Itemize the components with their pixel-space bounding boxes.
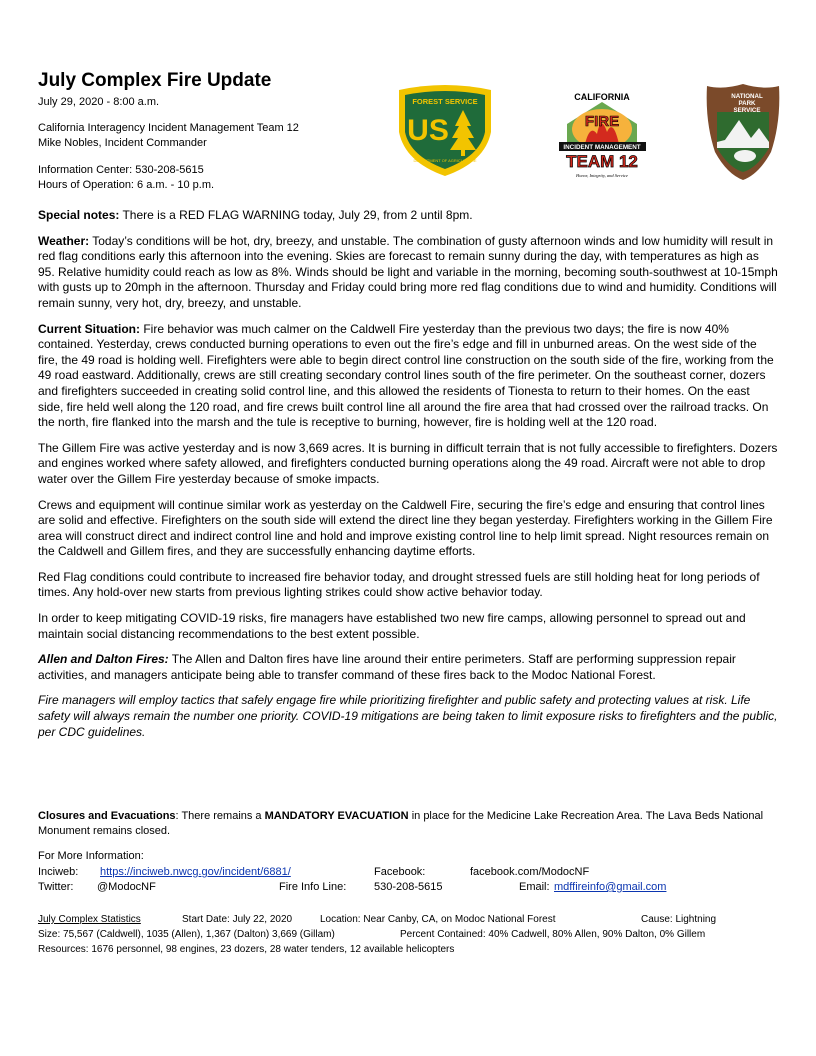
- crews-paragraph: Crews and equipment will continue similar work as yesterday on the Caldwell Fire, securing the fire’s edge and ensuring that control lines are solid and effective. Firefighters on the south side will extend the direct line they began yesterday. Firefighters working in the Gillem Fire area will construct direct and indirect control line and hold and improve existing control line to help limit spread. Night resources remain on the Caldwell and Gillem fires, and they are successfully enhancing daytime efforts.: [38, 497, 773, 559]
- fire-info-line-value: 530-208-5615: [374, 881, 443, 893]
- closures-pre: : There remains a: [175, 810, 265, 822]
- hours-of-operation: Hours of Operation: 6 a.m. - 10 p.m.: [38, 179, 215, 191]
- current-situation-text: Fire behavior was much calmer on the Caldwell Fire yesterday than the previous two days; the fire is now 40% contained. Yesterday, crews conducted burning operations to even out the fire’s edge and fill in unburned areas. On the west side of the fire, the 49 road is holding well. Firefighters were able to begin direct control line construction on the south side of the fire, working from the 49 road eastward. Additionally, crews are still creating secondary control lines south of the fire perimeter. On the southeast corner, dozers and firefighters succeeded in creating solid control line, and this allowed the residents of Tionesta to return to their homes. On the east side, fire held well along the 120 road, and fire crews built control line all around the fire area that had crossed over the railroad tracks. On the north, fire flanked into the marsh and the tule is receptive to burning, however, fire is holding well at the 120 road.: [38, 321, 774, 430]
- stats-heading: July Complex Statistics: [38, 914, 141, 925]
- stats-percent-contained: Percent Contained: 40% Cadwell, 80% Allen, 90% Dalton, 0% Gillem: [400, 929, 706, 940]
- weather-label: Weather:: [38, 233, 90, 248]
- more-info-heading: For More Information:: [38, 850, 144, 862]
- fire-info-line-label: Fire Info Line:: [279, 881, 347, 893]
- weather-section: [38, 234, 778, 312]
- mandatory-evacuation: MANDATORY EVACUATION: [264, 810, 409, 822]
- special-notes-text: There is a RED FLAG WARNING today, July 29, from 2 until 8pm.: [119, 208, 473, 222]
- special-notes: [38, 208, 778, 224]
- update-body: [38, 208, 778, 750]
- stats-resources: Resources: 1676 personnel, 98 engines, 23 dozers, 28 water tenders, 12 available helicopters: [38, 944, 455, 955]
- current-situation-label: Current Situation:: [38, 321, 140, 336]
- allen-dalton-section: [38, 652, 778, 683]
- email-link[interactable]: mdffireinfo@gmail.com: [554, 881, 667, 893]
- closures-post: in place for the Medicine Lake Recreation Area. The Lava Beds National Monument remains closed.: [38, 810, 764, 837]
- special-notes-label: Special notes:: [38, 208, 120, 222]
- forest-service-logo: [395, 82, 495, 177]
- stats-start-date: Start Date: July 22, 2020: [182, 914, 293, 925]
- team-name: California Interagency Incident Management Team 12: [38, 122, 299, 134]
- fs-letters: US: [407, 114, 449, 147]
- commander: Mike Nobles, Incident Commander: [38, 137, 207, 149]
- allen-dalton-text: The Allen and Dalton fires have line around their entire perimeters. Staff are performing suppression repair activities, and managers anticipate being able to transfer command of these fires back to the Modoc National Forest.: [38, 652, 736, 682]
- team12-motto: Honor, Integrity, and Service: [575, 173, 629, 178]
- page-title: July Complex Fire Update: [38, 70, 272, 91]
- team12-team: TEAM 12: [566, 152, 638, 171]
- tactics-paragraph: Fire managers will employ tactics that safely engage fire while prioritizing firefighter and public safety and protecting values at risk. Life safety will always remain the number one priority. COVID-19 mitigations are being taken to limit exposure risks to firefighters and the public, per CDC guidelines.: [38, 693, 778, 739]
- closures-section: [38, 809, 778, 839]
- email-label: Email:: [519, 881, 550, 893]
- team12-banner: INCIDENT MANAGEMENT: [563, 144, 641, 151]
- fs-bottom-text: DEPARTMENT OF AGRICULTURE: [413, 158, 477, 163]
- twitter-label: Twitter:: [38, 881, 74, 893]
- current-situation: [38, 322, 778, 431]
- gillem-paragraph: The Gillem Fire was active yesterday and is now 3,669 acres. It is burning in difficult terrain that is not fully accessible to firefighters. Dozers and engines worked where safety allowed, and firefighters conducted burning operations along the 49 road. Aircraft were not able to drop water over the Gillem Fire yesterday because of smoke impacts.: [38, 440, 778, 486]
- fs-top-text: FOREST SERVICE: [412, 97, 478, 106]
- closures-label: Closures and Evacuations: [38, 810, 176, 822]
- stats-size: Size: 75,567 (Caldwell), 1035 (Allen), 1,367 (Dalton) 3,669 (Gillam): [38, 929, 335, 940]
- twitter-value: @ModocNF: [97, 881, 156, 893]
- nps-logo: [703, 82, 783, 182]
- stats-location: Location: Near Canby, CA, on Modoc National Forest: [320, 914, 556, 925]
- facebook-value: facebook.com/ModocNF: [470, 866, 590, 878]
- allen-dalton-label: Allen and Dalton Fires:: [38, 652, 169, 667]
- agency-logos: [395, 82, 785, 192]
- nps-line3: SERVICE: [733, 107, 761, 114]
- facebook-label: Facebook:: [374, 866, 426, 878]
- weather-text: Today’s conditions will be hot, dry, breezy, and unstable. The combination of gusty afternoon winds and low humidity will result in red flag conditions early this afternoon into the evening. Skies are forecast to remain sunny during the day, with temperatures as high as 95. Relative humidity could reach as low as 8%. Winds should be light and variable in the morning, becoming south-southwest at 10-15mph with gusts up to 20mph in the afternoon. Thursday and Friday could bring more red flag conditions due to wind and humidity. Conditions will remain sunny, very hot, dry, breezy, and unstable.: [38, 233, 778, 310]
- update-date: July 29, 2020 - 8:00 a.m.: [38, 96, 160, 108]
- covid-paragraph: In order to keep mitigating COVID-19 risks, fire managers have established two new fire camps, allowing personnel to spread out and maintain social distancing recommendations to the best extent possible.: [38, 611, 746, 641]
- team12-top: CALIFORNIA: [574, 92, 630, 102]
- nps-line1: NATIONAL: [731, 93, 763, 100]
- red-flag-paragraph: Red Flag conditions could contribute to increased fire behavior today, and drought stressed fuels are still holding heat for long periods of times. Any hold-over new starts from previous lighting strikes could show active behavior today.: [38, 569, 760, 600]
- stats-cause: Cause: Lightning: [641, 914, 717, 925]
- team12-logo: [555, 84, 650, 182]
- team12-fire: FIRE: [584, 113, 620, 130]
- inciweb-label: Inciweb:: [38, 866, 79, 878]
- inciweb-link[interactable]: https://inciweb.nwcg.gov/incident/6881/: [100, 866, 291, 878]
- info-center: Information Center: 530-208-5615: [38, 164, 204, 176]
- nps-line2: PARK: [738, 100, 756, 107]
